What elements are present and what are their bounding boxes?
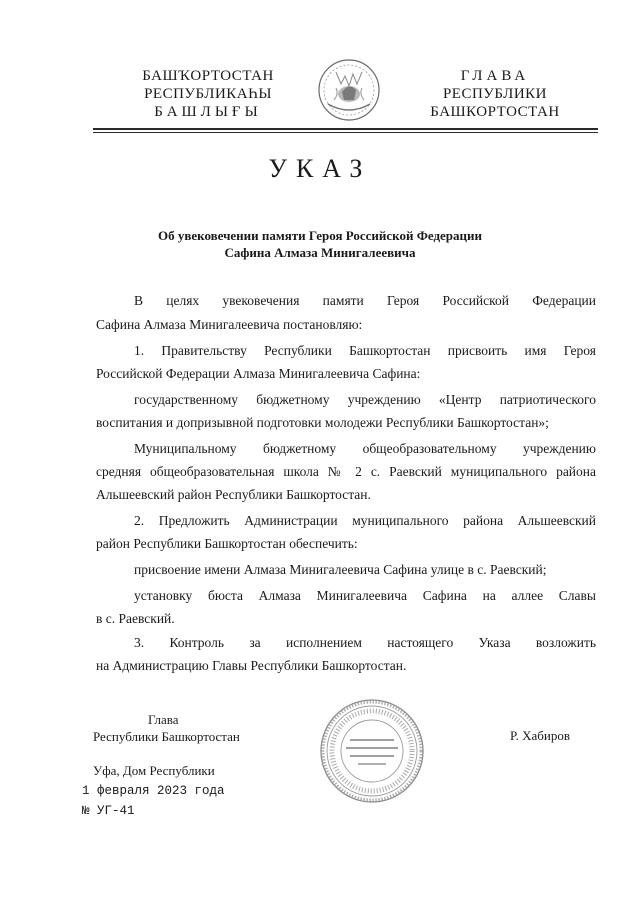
header-right-line: РЕСПУБЛИКИ [442,86,548,102]
decree-number: № УГ-41 [82,804,135,818]
decree-subject [90,227,550,261]
header-right-line: БАШКОРТОСТАН [430,104,560,120]
subject-line: Сафина Алмаза Минигалеевича [224,245,416,260]
header-left-block [128,67,288,121]
body-line: 2. Предложить Администрации муниципального района Альшеевский [134,513,596,528]
body-line: средняя общеобразовательная школа № 2 с. Раевский муниципального района [96,464,596,479]
bashkortostan-coat-of-arms-icon [314,54,384,128]
body-line: 3. Контроль за исполнением настоящего Указа возложить [134,635,596,650]
body-line: воспитания и допризывной подготовки молодежи Республики Башкортостан»; [96,415,549,430]
signing-place: Уфа, Дом Республики [93,763,215,778]
header-left-line: РЕСПУБЛИКАҺЫ [144,86,272,102]
signatory-title-line: Республики Башкортостан [93,729,240,744]
header-divider [93,128,598,130]
body-line: Альшеевский район Республики Башкортостан. [96,487,371,502]
round-seal-stamp-icon [318,697,426,805]
signatory-name: Р. Хабиров [510,728,570,743]
header-left-line: БАШҠОРТОСТАН [142,68,274,84]
body-line: установку бюста Алмаза Минигалеевича Сафина на аллее Славы [134,588,596,603]
header-divider [93,132,598,133]
body-line: 1. Правительству Республики Башкортостан присвоить имя Героя [134,343,596,358]
body-line: присвоение имени Алмаза Минигалеевича Сафина улице в с. Раевский; [134,562,547,577]
signatory-title [93,711,293,745]
body-line: район Республики Башкортостан обеспечить: [96,536,358,551]
document-title: УКАЗ [268,154,372,183]
signatory-title-line: Глава [148,712,179,727]
body-line: В целях увековечения памяти Героя Российской Федерации [134,293,596,308]
header-left-line: БАШЛЫҒЫ [154,104,262,120]
body-line: на Администрацию Главы Республики Башкортостан. [96,658,407,673]
body-line: Российской Федерации Алмаза Минигалеевича Сафина: [96,366,421,381]
body-line: государственному бюджетному учреждению «Центр патриотического [134,392,596,407]
body-line: в с. Раевский. [96,611,175,626]
header-right-line: ГЛАВА [460,68,530,84]
body-line: Сафина Алмаза Минигалеевича постановляю: [96,317,363,332]
signing-date: 1 февраля 2023 года [82,784,225,798]
subject-line: Об увековечении памяти Героя Российской Федерации [157,228,483,243]
header-right-block [415,67,575,121]
body-line: Муниципальному бюджетному общеобразовательному учреждению [134,441,596,456]
